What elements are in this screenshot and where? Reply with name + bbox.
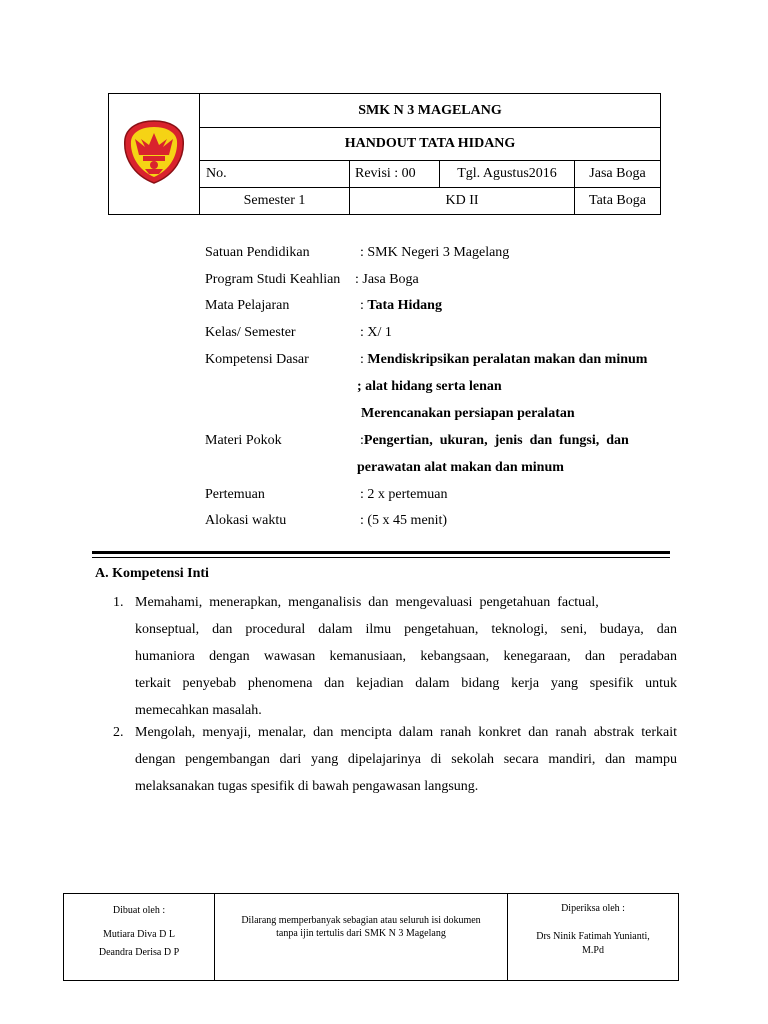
pertemuan-value: : 2 x pertemuan <box>360 487 448 502</box>
mapel-label: Mata Pelajaran <box>205 298 290 313</box>
notice-line2: tanpa ijin tertulis dari SMK N 3 Magelang <box>276 928 446 939</box>
list-item-2-line: Mengolah, menyaji, menalar, dan mencipta dalam ranah konkret dan ranah abstrak terkait <box>135 725 677 740</box>
list-item-1-line: konseptual, dan procedural dalam ilmu pengetahuan, teknologi, seni, budaya, dan <box>135 622 677 637</box>
kd-label: Kompetensi Dasar <box>205 352 309 367</box>
school-logo-icon <box>119 117 189 187</box>
author-2: Deandra Derisa D P <box>98 947 180 958</box>
footer-created <box>64 894 215 981</box>
divider-thin <box>92 557 670 558</box>
program-value: : Jasa Boga <box>355 272 419 287</box>
list-item-1-line: humaniora dengan wawasan kemanusiaan, kebangsaan, kenegaraan, dan peradaban <box>135 649 677 664</box>
program-label: Program Studi Keahlian <box>205 272 341 287</box>
list-item-2-line: melaksanakan tugas spesifik di bawah pengawasan langsung. <box>135 779 479 794</box>
info-program <box>205 271 419 289</box>
tata-boga-cell: Tata Boga <box>575 188 661 215</box>
list-item-1-line: terkait penyebab phenomena dan kejadian dalam bidang kerja yang spesifik untuk <box>135 676 677 691</box>
info-mapel <box>205 297 442 315</box>
list-item-2-line: dengan pengembangan dari yang dipelajarinya di sekolah secara mandiri, dan mampu <box>135 752 677 767</box>
info-kd <box>205 351 648 369</box>
satuan-value: : SMK Negeri 3 Magelang <box>360 245 510 260</box>
diperiksa-label: Diperiksa oleh : <box>561 903 625 914</box>
list-item-2 <box>135 719 677 800</box>
checker-2: M.Pd <box>582 945 604 956</box>
footer-notice <box>215 894 508 981</box>
logo-cell <box>109 94 200 215</box>
no-cell: No. <box>200 161 350 188</box>
list-number-2: 2. <box>113 725 124 740</box>
dibuat-label: Dibuat oleh : <box>112 905 166 916</box>
info-kelas <box>205 324 392 342</box>
kd-cell: KD II <box>350 188 575 215</box>
kelas-value: : X/ 1 <box>360 325 392 340</box>
materi-line2: perawatan alat makan dan minum <box>357 460 564 475</box>
tgl-cell: Tgl. Agustus2016 <box>440 161 575 188</box>
kd-colon: : <box>360 352 368 367</box>
notice-line1: Dilarang memperbanyak sebagian atau seluruh isi dokumen <box>241 915 481 926</box>
info-pertemuan <box>205 486 448 504</box>
author-1: Mutiara Diva D L <box>103 929 175 940</box>
alokasi-value: : (5 x 45 menit) <box>360 513 448 528</box>
revisi-cell: Revisi : 00 <box>350 161 440 188</box>
list-item-1-line: memecahkan masalah. <box>135 703 262 718</box>
school-name: SMK N 3 MAGELANG <box>200 94 661 128</box>
divider-thick <box>92 551 670 554</box>
handout-title: HANDOUT TATA HIDANG <box>200 128 661 161</box>
jasa-boga-cell: Jasa Boga <box>575 161 661 188</box>
materi-colon: : <box>360 433 364 448</box>
kd-line1: Mendiskripsikan peralatan makan dan minum <box>367 352 648 367</box>
info-satuan <box>205 244 510 262</box>
materi-line1: Pengertian, ukuran, jenis dan fungsi, dan <box>363 433 629 448</box>
list-number-1: 1. <box>113 595 124 610</box>
alokasi-label: Alokasi waktu <box>205 513 287 528</box>
footer-table <box>63 893 679 981</box>
info-alokasi <box>205 512 448 530</box>
kd-line2: ; alat hidang serta lenan <box>357 379 502 394</box>
semester-cell: Semester 1 <box>200 188 350 215</box>
kelas-label: Kelas/ Semester <box>205 325 296 340</box>
mapel-colon: : <box>360 298 368 313</box>
header-table <box>108 93 661 215</box>
checker-1: Drs Ninik Fatimah Yunianti, <box>536 931 650 942</box>
list-item-1-line: Memahami, menerapkan, menganalisis dan mengevaluasi pengetahuan factual, <box>135 595 599 610</box>
kd-line3: Merencanakan persiapan peralatan <box>361 406 575 421</box>
satuan-label: Satuan Pendidikan <box>205 245 310 260</box>
list-item-1 <box>135 589 677 724</box>
footer-checked <box>508 894 679 981</box>
section-title: A. Kompetensi Inti <box>95 566 209 581</box>
pertemuan-label: Pertemuan <box>205 487 265 502</box>
info-materi <box>205 432 629 450</box>
mapel-value: Tata Hidang <box>367 298 442 313</box>
materi-label: Materi Pokok <box>205 433 282 448</box>
